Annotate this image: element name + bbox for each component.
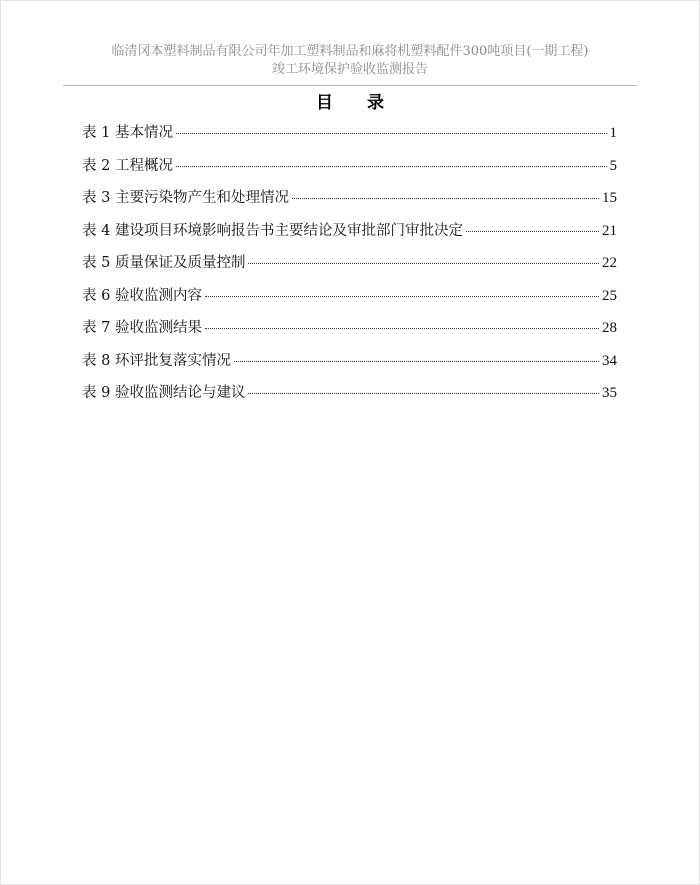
- toc-title: 目 录: [316, 93, 398, 113]
- header-rule: [63, 85, 637, 86]
- toc-entry-label: 表 9 验收监测结论与建议: [82, 385, 246, 401]
- toc-entry-label: 表 4 建设项目环境影响报告书主要结论及审批部门审批决定: [82, 222, 463, 239]
- toc-entry[interactable]: [82, 154, 617, 187]
- toc-entry-label: 表 1 基本情况: [82, 125, 173, 141]
- toc-entry[interactable]: [82, 121, 617, 154]
- toc-entry-label: 表 6 验收监测内容: [82, 287, 202, 304]
- toc-entry[interactable]: [82, 381, 617, 414]
- running-header: [63, 43, 637, 79]
- toc-leader-dots: [176, 133, 607, 134]
- toc-entry-page: 25: [602, 287, 617, 304]
- toc-entry-page: 5: [609, 157, 617, 174]
- toc-entry-label: 表 8 环评批复落实情况: [82, 352, 231, 369]
- toc-leader-dots: [205, 296, 599, 297]
- toc-entry[interactable]: [82, 316, 617, 349]
- header-line-2: 竣工环境保护验收监测报告: [271, 62, 428, 77]
- toc-leader-dots: [176, 166, 607, 167]
- toc-entry-label: 表 3 主要污染物产生和处理情况: [82, 190, 289, 206]
- toc-entry[interactable]: [82, 349, 617, 382]
- toc-entry-label: 表 2 工程概况: [82, 157, 173, 174]
- toc-leader-dots: [205, 328, 599, 329]
- toc-entry[interactable]: [82, 219, 617, 252]
- toc-entry-page: 21: [602, 222, 617, 239]
- toc-leader-dots: [292, 198, 599, 199]
- toc-leader-dots: [466, 231, 599, 232]
- toc-list: [82, 121, 617, 414]
- toc-entry-label: 表 7 验收监测结果: [82, 320, 202, 336]
- toc-entry-page: 22: [602, 255, 617, 271]
- toc-entry[interactable]: [82, 284, 617, 317]
- toc-entry[interactable]: [82, 251, 617, 284]
- toc-leader-dots: [234, 361, 599, 362]
- toc-entry-label: 表 5 质量保证及质量控制: [82, 255, 246, 271]
- toc-entry-page: 1: [609, 125, 617, 141]
- toc-entry[interactable]: [82, 186, 617, 219]
- toc-entry-page: 15: [602, 190, 617, 206]
- header-line-1: 临清冈本塑料制品有限公司年加工塑料制品和麻将机塑料配件300吨项目(一期工程): [111, 44, 589, 59]
- toc-leader-dots: [248, 393, 599, 394]
- toc-entry-page: 35: [602, 385, 617, 401]
- toc-leader-dots: [248, 263, 599, 264]
- toc-entry-page: 34: [602, 352, 617, 369]
- toc-entry-page: 28: [602, 320, 617, 336]
